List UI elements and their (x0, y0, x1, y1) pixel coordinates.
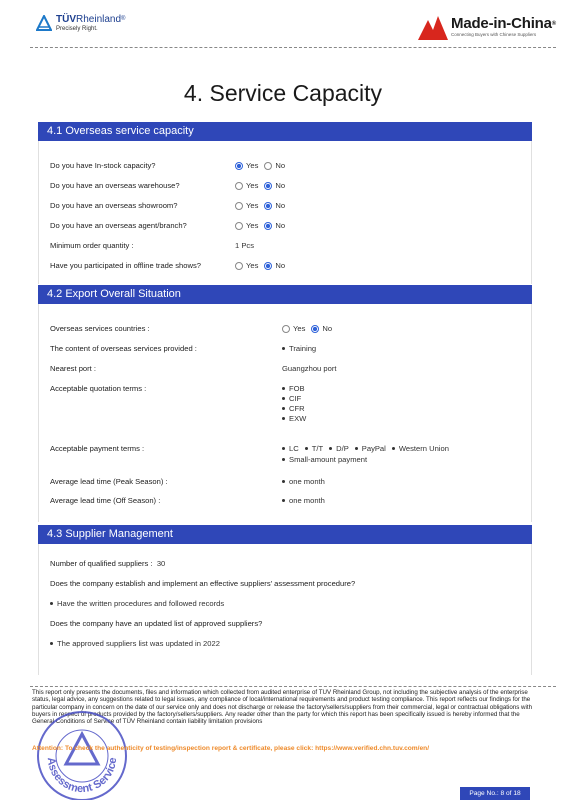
list-item: CIF (282, 393, 306, 403)
qualified-suppliers-value: 30 (156, 559, 166, 568)
radio-yes[interactable] (235, 262, 243, 270)
radio-no[interactable] (264, 222, 272, 230)
question-label: Do you have an overseas showroom? (50, 201, 178, 210)
radio-group: Yes No (235, 181, 285, 190)
payment-terms-list-cont (282, 455, 373, 464)
list-item: CFR (282, 403, 306, 413)
section-title-supplier: 4.3 Supplier Management (38, 525, 532, 544)
section-title-overseas: 4.1 Overseas service capacity (38, 122, 532, 141)
lead-time-peak-value: one month (282, 477, 325, 486)
radio-no[interactable] (264, 262, 272, 270)
radio-group: Yes No (235, 201, 285, 210)
radio-yes[interactable] (235, 162, 243, 170)
question-label: Do you have an overseas warehouse? (50, 181, 180, 190)
page-header (0, 0, 566, 46)
supplier-answer: Have the written procedures and followed records (50, 599, 224, 608)
export-label: Average lead time (Peak Season) : (50, 477, 168, 486)
list-item: LC (282, 444, 299, 453)
supplier-question: Does the company establish and implement an effective suppliers' assessment procedure? (50, 579, 356, 588)
export-label: Acceptable payment terms : (50, 444, 145, 453)
bullet-icon (282, 447, 285, 450)
question-label: Do you have an overseas agent/branch? (50, 221, 187, 230)
bullet-icon (305, 447, 308, 450)
page-number: Page No.: 8 of 18 (460, 787, 530, 800)
tuv-tagline: Precisely Right. (56, 26, 98, 32)
qualified-suppliers: Number of qualified suppliers : 30 (50, 559, 166, 568)
list-item: EXW (282, 413, 306, 423)
made-in-china-logo (418, 14, 556, 40)
service-content-value: Training (282, 344, 316, 353)
radio-group: Yes No (235, 261, 285, 270)
list-item: T/T (305, 444, 323, 453)
list-item: D/P (329, 444, 349, 453)
export-label: Average lead time (Off Season) : (50, 496, 161, 505)
radio-yes[interactable] (235, 222, 243, 230)
question-label: Minimum order quantity : (50, 241, 134, 250)
bullet-icon (282, 347, 285, 350)
list-item: Small-amount payment (282, 455, 367, 464)
bullet-icon (50, 642, 53, 645)
radio-no[interactable] (311, 325, 319, 333)
export-label: The content of overseas services provided : (50, 344, 197, 353)
tuv-triangle-icon (36, 15, 52, 31)
svg-text:Assessment Service (45, 757, 119, 795)
bullet-icon (282, 407, 285, 410)
radio-yes[interactable] (282, 325, 290, 333)
quotation-terms-list (282, 383, 306, 423)
payment-terms-list (282, 444, 455, 453)
tuv-brand: TÜVRheinland® (56, 14, 126, 25)
question-label: Have you participated in offline trade shows? (50, 261, 201, 270)
radio-yes[interactable] (235, 202, 243, 210)
bullet-icon (282, 499, 285, 502)
assessment-service-stamp-icon (34, 708, 130, 800)
stamp-text: Assessment Service (44, 756, 120, 796)
radio-no[interactable] (264, 182, 272, 190)
bullet-icon (282, 417, 285, 420)
bullet-icon (282, 387, 285, 390)
bullet-icon (329, 447, 332, 450)
supplier-question: Does the company have an updated list of approved suppliers? (50, 619, 263, 628)
bullet-icon (50, 602, 53, 605)
mic-tagline: Connecting Buyers with Chinese Suppliers (451, 32, 537, 37)
radio-group: Yes No (282, 324, 332, 333)
radio-no[interactable] (264, 162, 272, 170)
question-label: Do you have In-stock capacity? (50, 161, 156, 170)
footer-divider (30, 686, 556, 687)
export-label: Acceptable quotation terms : (50, 384, 147, 393)
tuv-logo (36, 14, 125, 33)
header-divider (30, 47, 556, 48)
bullet-icon (282, 458, 285, 461)
mic-brand: Made-in-China® (451, 15, 556, 32)
bullet-icon (392, 447, 395, 450)
supplier-answer: The approved suppliers list was updated in 2022 (50, 639, 220, 648)
bullet-icon (355, 447, 358, 450)
section-title-export: 4.2 Export Overall Situation (38, 285, 532, 304)
moq-value: 1 Pcs (235, 241, 254, 250)
list-item: FOB (282, 383, 306, 393)
export-label: Nearest port : (50, 364, 97, 373)
lead-time-off-value: one month (282, 496, 325, 505)
radio-group: Yes No (235, 161, 285, 170)
bullet-icon (282, 397, 285, 400)
list-item: Western Union (392, 444, 449, 453)
mic-mountain-icon (418, 14, 448, 40)
export-label: Overseas services countries : (50, 324, 150, 333)
bullet-icon (282, 480, 285, 483)
radio-no[interactable] (264, 202, 272, 210)
nearest-port-value: Guangzhou port (282, 364, 337, 373)
page-title: 4. Service Capacity (183, 80, 383, 106)
radio-group: Yes No (235, 221, 285, 230)
authenticity-notice-link[interactable]: Attention: To check the authenticity of testing/inspection report & certificate, please click: https://www.verified.chn.tuv.com/en/ (32, 745, 430, 752)
radio-yes[interactable] (235, 182, 243, 190)
disclaimer-text: This report only presents the documents, files and information which collected from audited enterprise of TUV Rheinland Group, not including the subjective analysis of the enterprise status, legal advice, any suggestions related to legal issues, any compliance of local/international requirements and product testing compliance. This report reflects our findings for the particular company in concern on the date of our service only and does not discharge or release the factory/sellers/suppliers from their commercial, legal or contractual obligations with buyers in respect of products provided by the factory/sellers/suppliers. Any reader other than the party for which this report has been specifically issued is hereby informed that the General Conditions of Service of TÜV Rheinland contain liability limitation provisions (32, 689, 533, 726)
list-item: PayPal (355, 444, 386, 453)
